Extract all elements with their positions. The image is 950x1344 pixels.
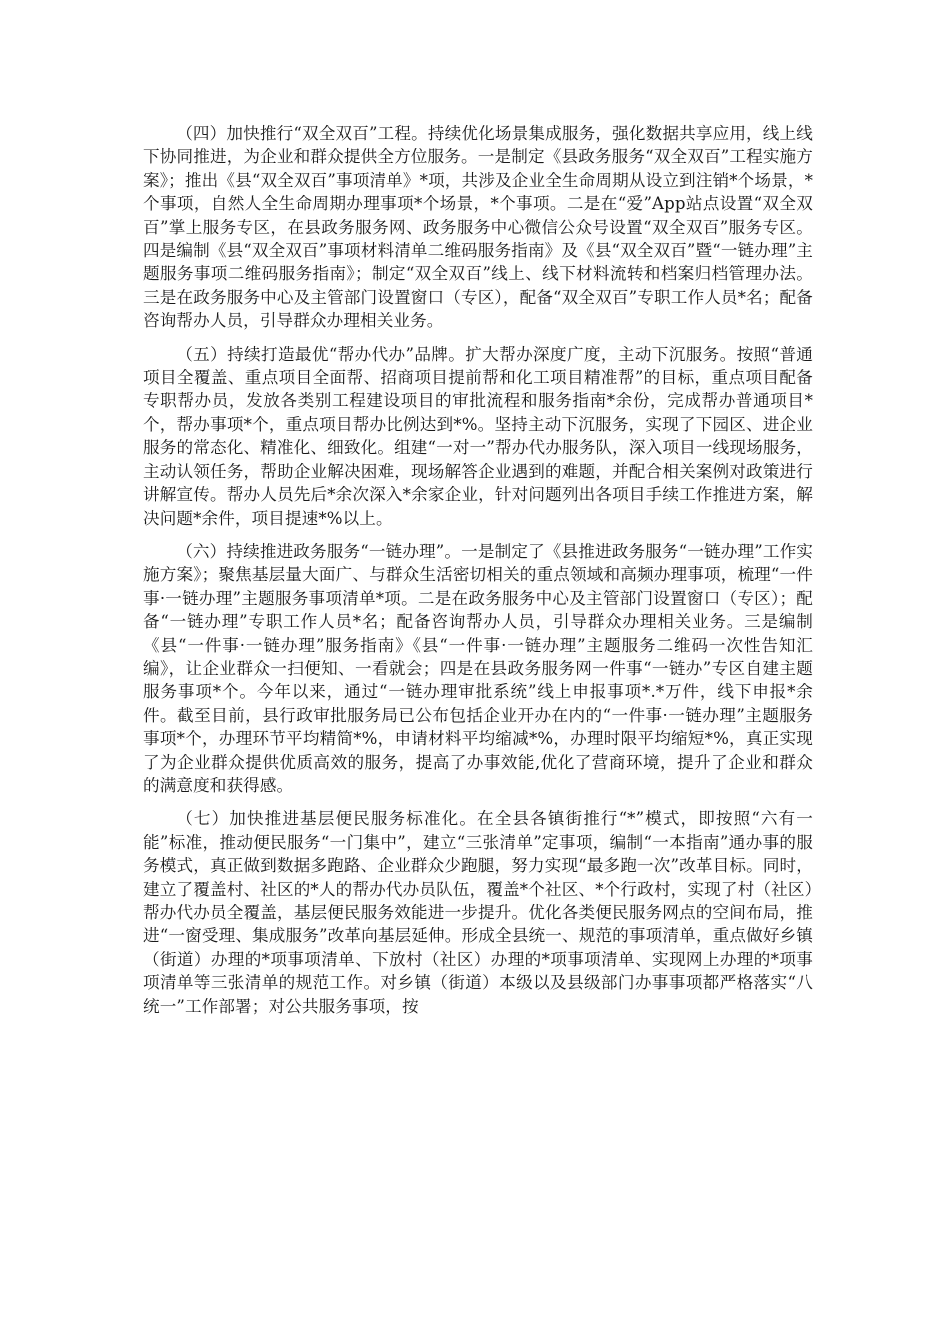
paragraph-section-7: （七）加快推进基层便民服务标准化。在全县各镇街推行“*”模式，即按照“六有一能”标准，推动便民服务“一门集中”，建立“三张清单”定事项，编制“一本指南”通办事的服务模式，真正做到数据多跑路、企业群众少跑腿，努力实现“最多跑一次”改革目标。同时，建立了覆盖村、社区的*人的帮办代办员队伍，覆盖*个社区、*个行政村，实现了村（社区）帮办代办员全覆盖，基层便民服务效能进一步提升。优化各类便民服务网点的空间布局，推进“一窗受理、集成服务”改革向基层延伸。形成全县统一、规范的事项清单，重点做好乡镇（街道）办理的*项事项清单、下放村（社区）办理的*项事项清单、实现网上办理的*项事项清单等三张清单的规范工作。对乡镇（街道）本级以及县级部门办事事项都严格落实“八统一”工作部署；对公共服务事项，按 [143,809,813,1016]
paragraph-section-5: （五）持续打造最优“帮办代办”品牌。扩大帮办深度广度，主动下沉服务。按照“普通项目全覆盖、重点项目全面帮、招商项目提前帮和化工项目精准帮”的目标，重点项目配备专职帮办员，发放各类别工程建设项目的审批流程和服务指南*余份，完成帮办普通项目*个，帮办事项*个，重点项目帮办比例达到*%。坚持主动下沉服务，实现了下园区、进企业服务的常态化、精准化、细致化。组建“一对一”帮办代办服务队，深入项目一线现场服务，主动认领任务，帮助企业解决困难，现场解答企业遇到的难题，并配合相关案例对政策进行讲解宣传。帮办人员先后*余次深入*余家企业，针对问题列出各项目手续工作推进方案，解决问题*余件，项目提速*%以上。 [143,344,813,528]
document-body [143,122,813,1028]
paragraph-section-6: （六）持续推进政务服务“一链办理”。一是制定了《县推进政务服务“一链办理”工作实施方案》；聚焦基层量大面广、与群众生活密切相关的重点领域和高频办理事项，梳理“一件事·一链办理”主题服务事项清单*项。二是在政务服务中心及主管部门设置窗口（专区）；配备“一链办理”专职工作人员*名；配备咨询帮办人员，引导群众办理相关业务。三是编制《县“一件事·一链办理”服务指南》《县“一件事·一链办理”主题服务二维码一次性告知汇编》，让企业群众一扫便知、一看就会；四是在县政务服务网一件事“一链办”专区自建主题服务事项*个。今年以来，通过“一链办理审批系统”线上申报事项*.*万件，线下申报*余件。截至目前，县行政审批服务局已公布包括企业开办在内的“一件事·一链办理”主题服务事项*个，办理环节平均精简*%，申请材料平均缩减*%，办理时限平均缩短*%，真正实现了为企业群众提供优质高效的服务，提高了办事效能,优化了营商环境，提升了企业和群众的满意度和获得感。 [143,541,813,795]
paragraph-section-4: （四）加快推行“双全双百”工程。持续优化场景集成服务，强化数据共享应用，线上线下协同推进，为企业和群众提供全方位服务。一是制定《县政务服务“双全双百”工程实施方案》；推出《县“双全双百”事项清单》*项，共涉及企业全生命周期从设立到注销*个场景，*个事项，自然人全生命周期办理事项*个场景，*个事项。二是在“爱”App站点设置“双全双百”掌上服务专区，在县政务服务网、政务服务中心微信公众号设置“双全双百”服务专区。四是编制《县“双全双百”事项材料清单二维码服务指南》及《县“双全双百”暨“一链办理”主题服务事项二维码服务指南》；制定“双全双百”线上、线下材料流转和档案归档管理办法。三是在政务服务中心及主管部门设置窗口（专区），配备“双全双百”专职工作人员*名；配备咨询帮办人员，引导群众办理相关业务。 [143,124,813,331]
